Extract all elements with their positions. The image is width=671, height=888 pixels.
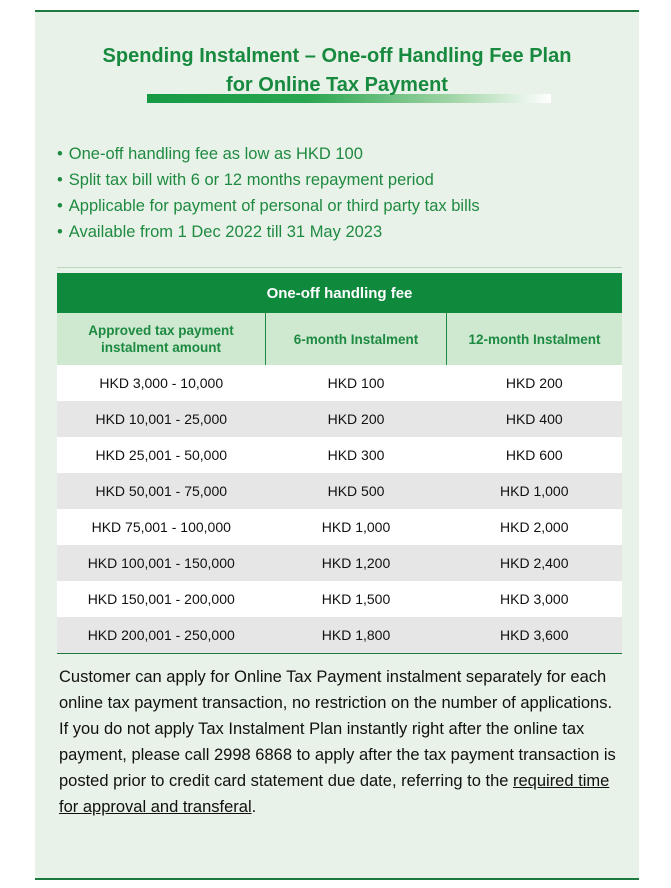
- amount-cell: HKD 100,001 - 150,000: [57, 545, 266, 581]
- note-text: If you do not apply Tax Instalment Plan instantly right after the online tax payment, please call 2998 6868 to apply after the tax payment transaction is posted prior to credit card statement due date, referring to the: [59, 720, 616, 790]
- fee-12-month-cell: HKD 400: [447, 401, 623, 437]
- fee-6-month-cell: HKD 1,800: [266, 617, 447, 654]
- feature-item: • Split tax bill with 6 or 12 months repayment period: [57, 167, 480, 193]
- fee-6-month-cell: HKD 1,500: [266, 581, 447, 617]
- terms-notes: [59, 664, 619, 820]
- fee-table: [57, 273, 622, 654]
- fee-6-month-cell: HKD 1,000: [266, 509, 447, 545]
- column-header-12-month: 12-month Instalment: [447, 313, 623, 365]
- table-row: [57, 401, 622, 437]
- fee-6-month-cell: HKD 300: [266, 437, 447, 473]
- title-line-2: for Online Tax Payment: [226, 74, 448, 96]
- table-row: [57, 545, 622, 581]
- table-row: [57, 581, 622, 617]
- table-row: [57, 365, 622, 401]
- table-row: [57, 617, 622, 654]
- amount-cell: HKD 75,001 - 100,000: [57, 509, 266, 545]
- title-line-1: Spending Instalment – One-off Handling Fee Plan: [102, 45, 572, 67]
- fee-12-month-cell: HKD 1,000: [447, 473, 623, 509]
- divider: [57, 267, 622, 268]
- note-paragraph: Customer can apply for Online Tax Payment instalment separately for each online tax payment transaction, no restriction on the number of applications.: [59, 668, 613, 712]
- feature-item: • One-off handling fee as low as HKD 100: [57, 141, 480, 167]
- approval-time-link[interactable]: required time for approval and transferal: [59, 772, 610, 816]
- fee-12-month-cell: HKD 600: [447, 437, 623, 473]
- table-row: [57, 509, 622, 545]
- amount-cell: HKD 10,001 - 25,000: [57, 401, 266, 437]
- feature-item: • Available from 1 Dec 2022 till 31 May 2023: [57, 219, 480, 245]
- table-row: [57, 437, 622, 473]
- feature-item: • Applicable for payment of personal or third party tax bills: [57, 193, 480, 219]
- fee-6-month-cell: HKD 100: [266, 365, 447, 401]
- fee-6-month-cell: HKD 1,200: [266, 545, 447, 581]
- page-title: [35, 42, 639, 100]
- fee-12-month-cell: HKD 2,000: [447, 509, 623, 545]
- amount-cell: HKD 50,001 - 75,000: [57, 473, 266, 509]
- amount-cell: HKD 200,001 - 250,000: [57, 617, 266, 654]
- feature-list: [57, 141, 480, 245]
- fee-6-month-cell: HKD 200: [266, 401, 447, 437]
- column-header-amount: Approved tax payment instalment amount: [57, 313, 266, 365]
- amount-cell: HKD 25,001 - 50,000: [57, 437, 266, 473]
- fee-12-month-cell: HKD 3,600: [447, 617, 623, 654]
- fee-6-month-cell: HKD 500: [266, 473, 447, 509]
- amount-cell: HKD 3,000 - 10,000: [57, 365, 266, 401]
- table-row: [57, 473, 622, 509]
- amount-cell: HKD 150,001 - 200,000: [57, 581, 266, 617]
- fee-12-month-cell: HKD 3,000: [447, 581, 623, 617]
- note-text-end: .: [251, 798, 257, 816]
- promo-card: [35, 10, 639, 880]
- fee-12-month-cell: HKD 2,400: [447, 545, 623, 581]
- fee-12-month-cell: HKD 200: [447, 365, 623, 401]
- note-paragraph: [59, 716, 619, 820]
- table-header-row: [57, 313, 622, 365]
- column-header-6-month: 6-month Instalment: [266, 313, 447, 365]
- table-caption: One-off handling fee: [57, 273, 622, 313]
